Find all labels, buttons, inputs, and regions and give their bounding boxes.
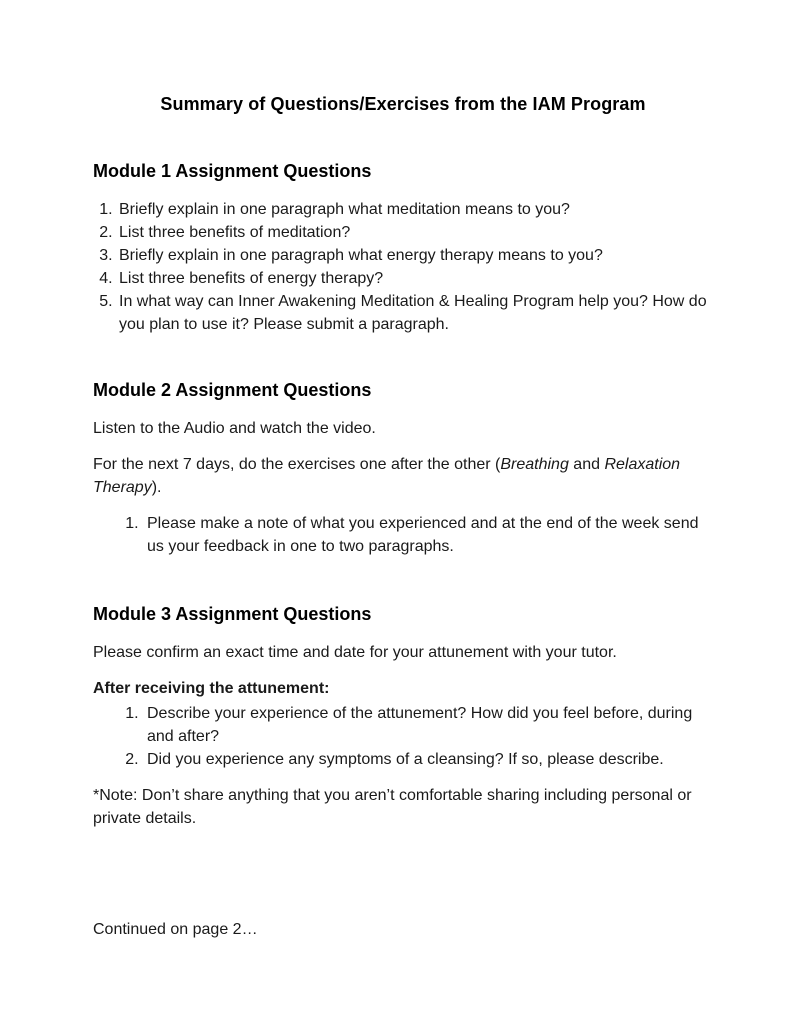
continued-text: Continued on page 2… bbox=[93, 921, 258, 938]
module-2-paragraph-2 bbox=[93, 453, 713, 499]
list-item: 1. Briefly explain in one paragraph what meditation means to you? bbox=[117, 198, 713, 221]
list-item: 1. Please make a note of what you experienced and at the end of the week send us your feedback in one to two paragraphs. bbox=[143, 512, 713, 558]
module-3-paragraph-1: Please confirm an exact time and date for your attunement with your tutor. bbox=[93, 644, 617, 661]
italic-text: Relaxation Therapy bbox=[93, 456, 681, 496]
list-item: 5. In what way can Inner Awakening Meditation & Healing Program help you? How do you plan to use it? Please submit a paragraph. bbox=[117, 290, 713, 336]
module-2-paragraph-1: Listen to the Audio and watch the video. bbox=[93, 420, 376, 437]
module-1-question-list bbox=[93, 198, 713, 336]
italic-text: Breathing bbox=[500, 456, 569, 473]
module-1-heading: Module 1 Assignment Questions bbox=[93, 161, 372, 181]
module-3-question-list bbox=[93, 702, 713, 771]
paragraph-text: and bbox=[568, 456, 605, 473]
list-item: 4. List three benefits of energy therapy? bbox=[117, 267, 713, 290]
list-item: 1. Describe your experience of the attunement? How did you feel before, during and after? bbox=[143, 702, 713, 748]
module-2-heading: Module 2 Assignment Questions bbox=[93, 380, 372, 400]
paragraph-text: ). bbox=[151, 479, 162, 496]
module-3-section bbox=[93, 604, 713, 830]
module-3-subheading: After receiving the attunement: bbox=[93, 680, 330, 697]
module-2-task-list bbox=[93, 512, 713, 558]
list-item: 2. Did you experience any symptoms of a cleansing? If so, please describe. bbox=[143, 748, 713, 771]
note-text: *Note: Don’t share anything that you aren’t comfortable sharing including personal or private details. bbox=[93, 787, 692, 827]
module-1-section bbox=[93, 161, 713, 336]
module-3-heading: Module 3 Assignment Questions bbox=[93, 604, 372, 624]
paragraph-text: For the next 7 days, do the exercises one after the other ( bbox=[93, 456, 501, 473]
list-item: 3. Briefly explain in one paragraph what energy therapy means to you? bbox=[117, 244, 713, 267]
page-title: Summary of Questions/Exercises from the IAM Program bbox=[160, 94, 646, 114]
module-2-section bbox=[93, 380, 713, 558]
list-item: 2. List three benefits of meditation? bbox=[117, 221, 713, 244]
